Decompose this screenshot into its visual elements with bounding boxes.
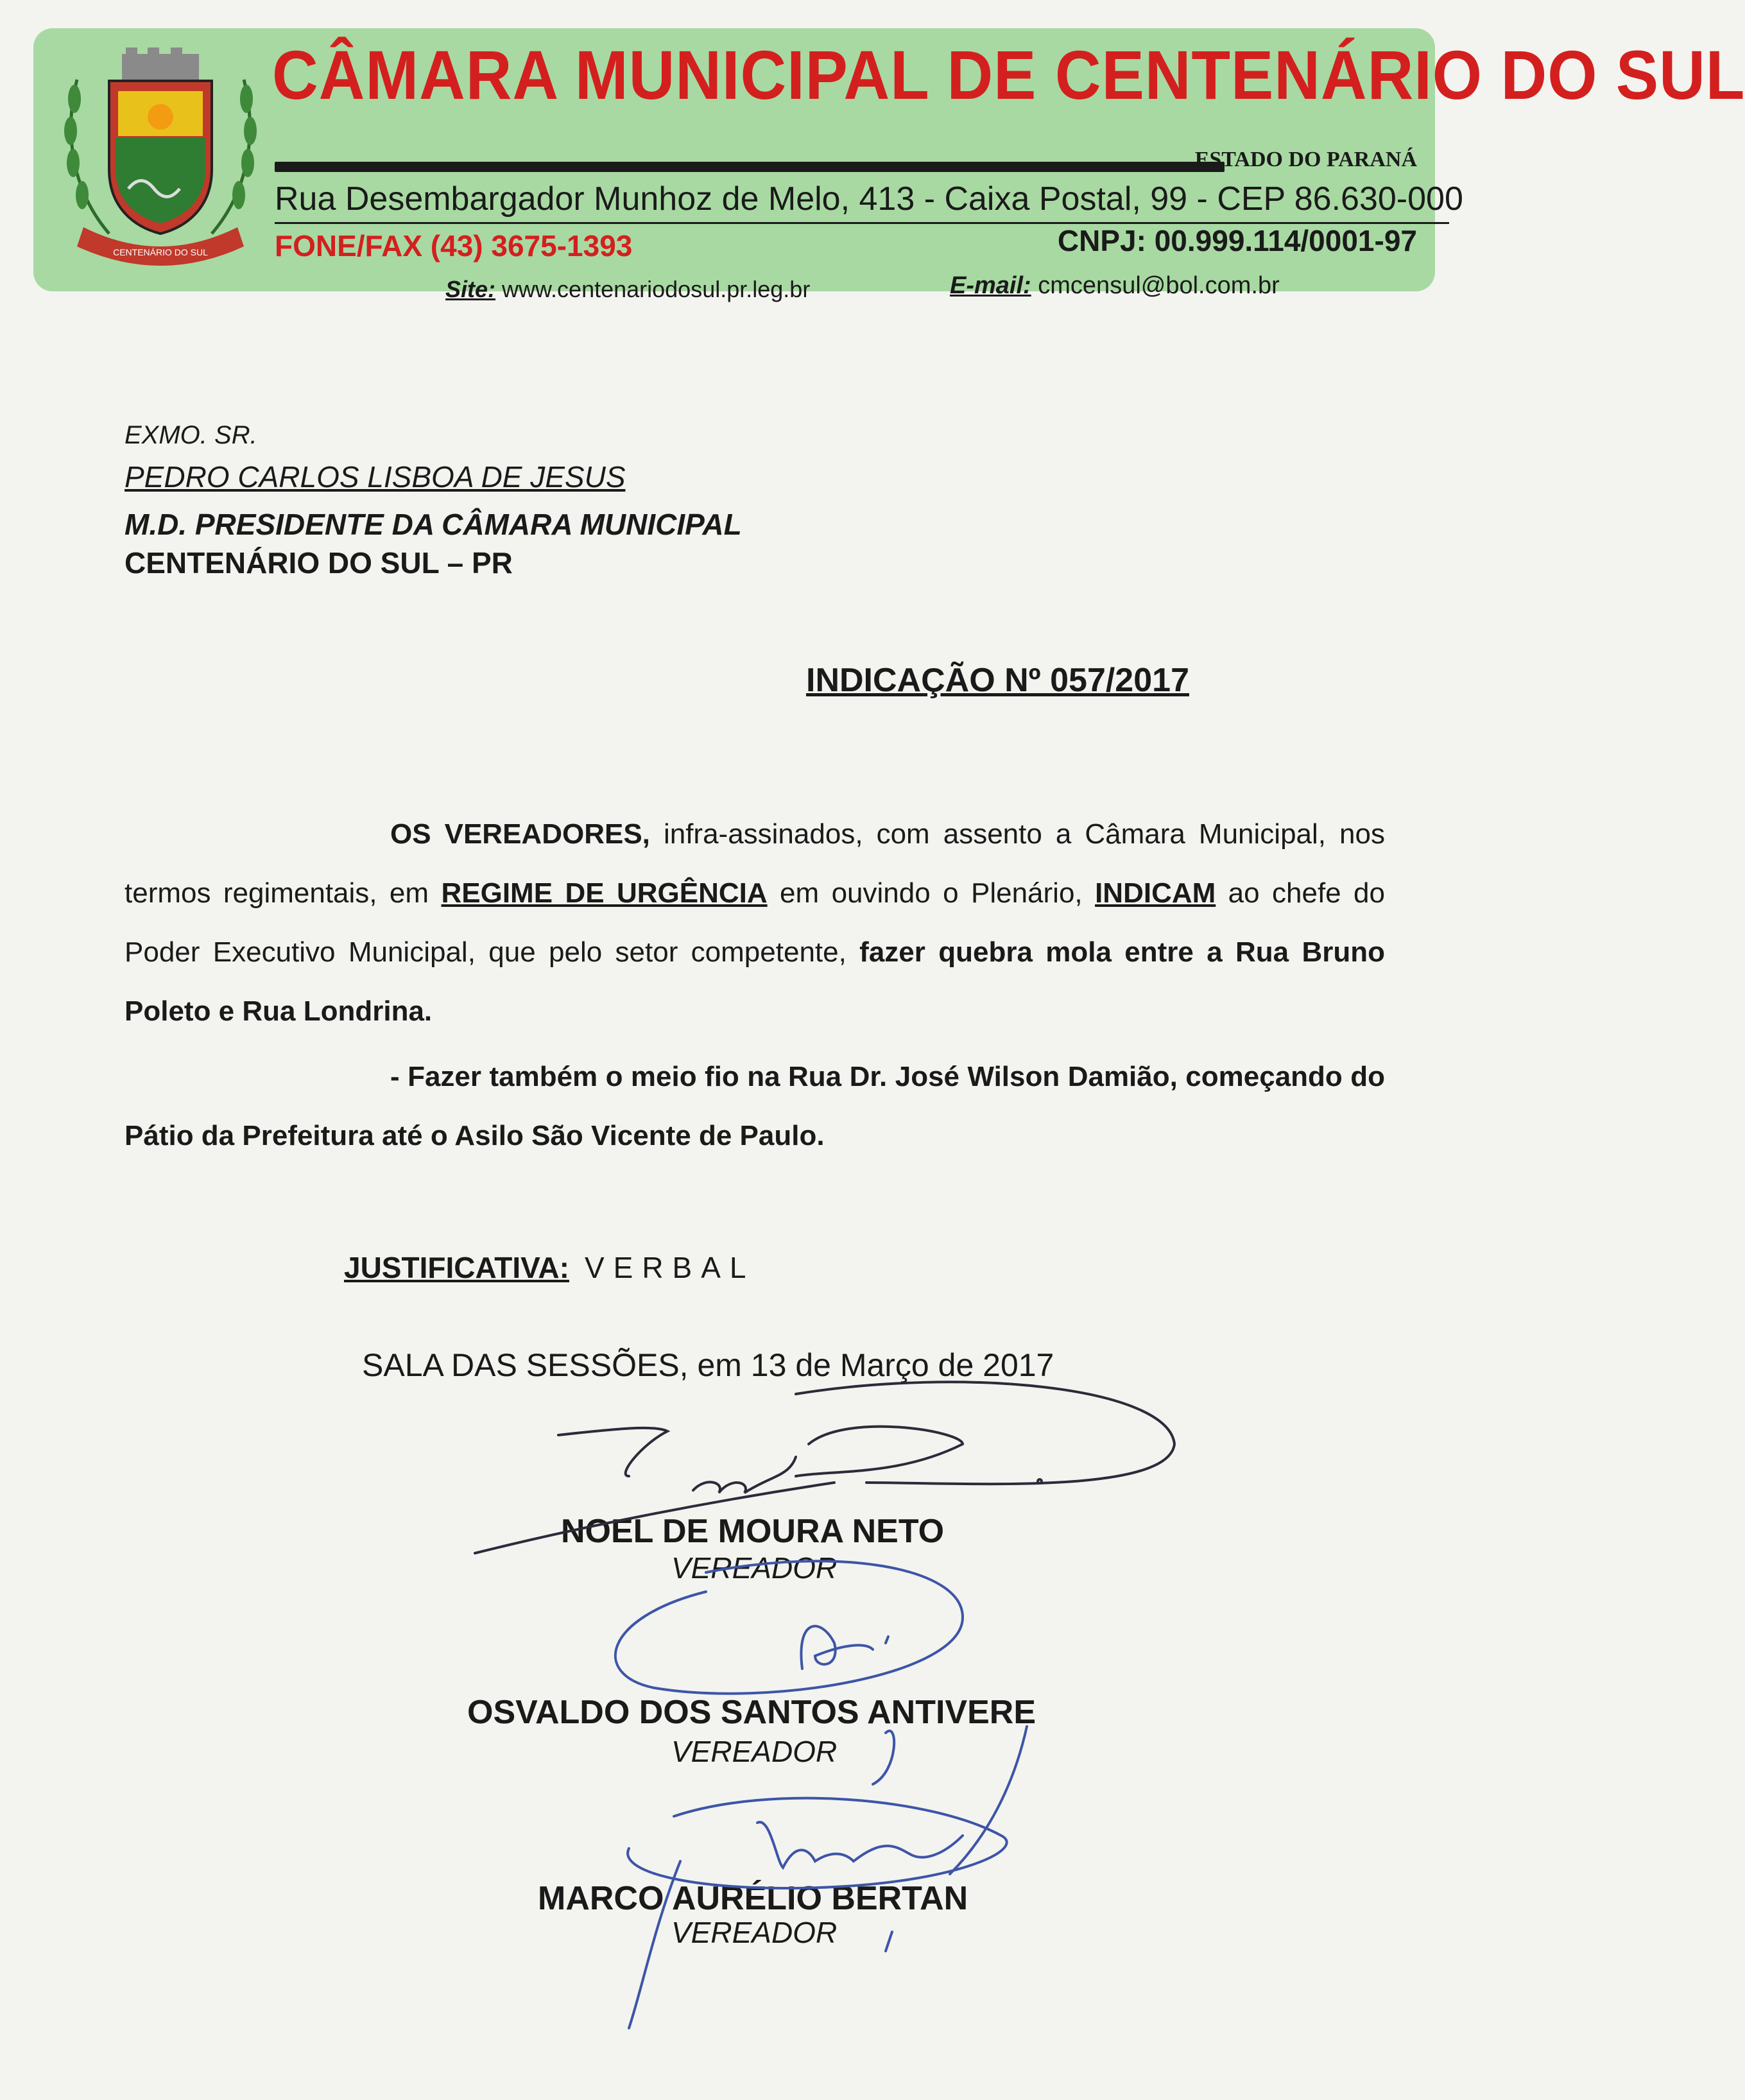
email <box>950 272 1280 300</box>
addressee-name: PEDRO CARLOS LISBOA DE JESUS <box>125 460 626 494</box>
signatory-role: VEREADOR <box>671 1916 838 1949</box>
justificativa-label: JUSTIFICATIVA: <box>344 1251 569 1284</box>
website <box>445 276 810 303</box>
session-date: SALA DAS SESSÕES, em 13 de Março de 2017 <box>362 1347 1054 1383</box>
addressee-role: M.D. PRESIDENTE DA CÂMARA MUNICIPAL <box>125 508 742 541</box>
email-label: E-mail: <box>950 272 1031 299</box>
lead-text: OS VEREADORES, <box>390 818 650 850</box>
justificativa <box>344 1250 755 1285</box>
crest-ribbon-text: CENTENÁRIO DO SUL <box>113 247 208 257</box>
signatory-name: OSVALDO DOS SANTOS ANTIVERE <box>467 1694 1036 1731</box>
phone-fax: FONE/FAX (43) 3675-1393 <box>275 229 633 262</box>
cnpj: CNPJ: 00.999.114/0001-97 <box>1057 224 1417 257</box>
body-text: em ouvindo o Plenário, <box>767 877 1096 909</box>
letterhead <box>33 28 1745 302</box>
document-number: INDICAÇÃO Nº 057/2017 <box>806 662 1189 699</box>
body-paragraph-2: - Fazer também o meio fio na Rua Dr. José Wilson Damião, começando do Pátio da Prefeitura até o Asilo São Vicente de Paulo. <box>125 1061 1385 1151</box>
signatory-name: MARCO AURÉLIO BERTAN <box>538 1880 968 1917</box>
indicam-text: INDICAM <box>1095 877 1216 909</box>
addressee-city: CENTENÁRIO DO SUL – PR <box>125 546 513 580</box>
site-link[interactable]: www.centenariodosul.pr.leg.br <box>502 276 811 302</box>
justificativa-value: VERBAL <box>584 1251 755 1284</box>
body-text: infra-assinados, com assento a Câmara Municipal, nos termos regimentais, em <box>125 818 1385 909</box>
body-paragraph-1 <box>125 805 1385 1041</box>
signatory-role: VEREADOR <box>671 1735 838 1768</box>
signature-marco <box>757 1822 963 1868</box>
body-text: ao chefe do Poder Executivo Municipal, que pelo setor competente, <box>125 877 1385 968</box>
state-label: ESTADO DO PARANÁ <box>1194 148 1417 171</box>
address-line: Rua Desembargador Munhoz de Melo, 413 - Caixa Postal, 99 - CEP 86.630-000 <box>275 180 1463 218</box>
signatory-role: VEREADOR <box>671 1551 838 1585</box>
request-text: fazer quebra mola entre a Rua Bruno Poleto e Rua Londrina. <box>125 936 1385 1027</box>
urgency-text: REGIME DE URGÊNCIA <box>441 877 768 909</box>
signatory-name: NOEL DE MOURA NETO <box>561 1513 945 1550</box>
site-label: Site: <box>445 276 496 302</box>
org-title: CÂMARA MUNICIPAL DE CENTENÁRIO DO SUL <box>272 36 1745 114</box>
signature-noel <box>558 1428 667 1476</box>
salutation: EXMO. SR. <box>125 421 257 449</box>
email-link[interactable]: cmcensul@bol.com.br <box>1038 272 1280 299</box>
title-rule <box>275 162 1225 172</box>
municipal-crest-icon <box>51 41 270 285</box>
